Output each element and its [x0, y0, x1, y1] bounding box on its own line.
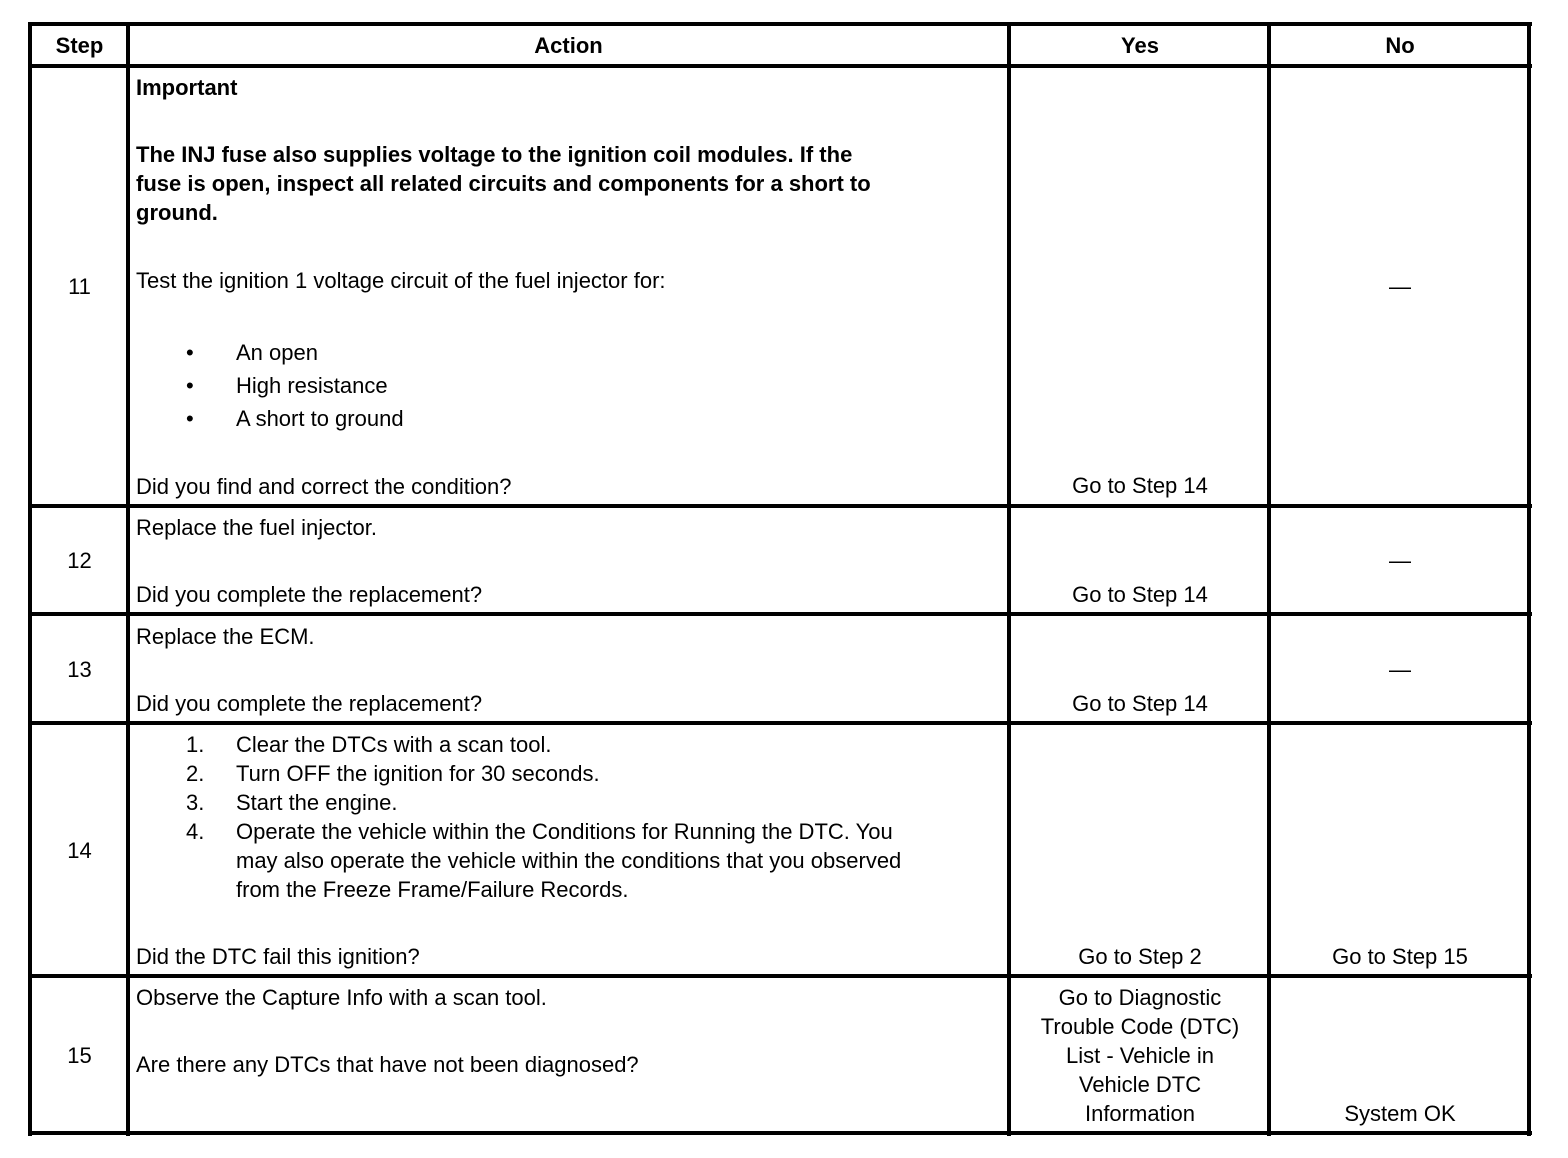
- list-item: Turn OFF the ignition for 30 seconds.: [236, 761, 600, 786]
- header-no: No: [1385, 33, 1415, 58]
- question-text: Did the DTC fail this ignition?: [136, 944, 420, 969]
- yes-link[interactable]: Information: [1084, 1101, 1196, 1126]
- no-value: —: [1389, 274, 1411, 299]
- table-border: [28, 64, 1532, 68]
- important-text: fuse is open, inspect all related circuits and components for a short to: [136, 171, 871, 196]
- action-text: Replace the ECM.: [136, 624, 315, 649]
- list-item: may also operate the vehicle within the conditions that you observed: [236, 848, 902, 873]
- bullet-item: High resistance: [236, 373, 388, 398]
- action-text: Test the ignition 1 voltage circuit of the fuel injector for:: [136, 268, 666, 293]
- table-border: [126, 22, 130, 1136]
- no-link[interactable]: Go to Step 15: [1332, 944, 1468, 969]
- question-text: Are there any DTCs that have not been diagnosed?: [136, 1052, 639, 1077]
- yes-link[interactable]: List - Vehicle in: [1066, 1043, 1214, 1068]
- important-text: ground.: [136, 200, 218, 225]
- list-item: Operate the vehicle within the Conditions for Running the DTC. You: [236, 819, 893, 844]
- table-border: [1007, 22, 1011, 1136]
- step-number: 14: [67, 838, 92, 863]
- list-number: 3.: [186, 790, 205, 815]
- table-border: [28, 612, 1532, 616]
- list-number: 1.: [186, 732, 205, 757]
- step-number: 13: [67, 657, 92, 682]
- bullet-item: A short to ground: [236, 406, 404, 431]
- list-number: 4.: [186, 819, 205, 844]
- list-item: Start the engine.: [236, 790, 398, 815]
- yes-link[interactable]: Go to Diagnostic: [1058, 985, 1222, 1010]
- header-action: Action: [534, 33, 603, 58]
- table-border: [28, 22, 32, 1136]
- bullet-icon: •: [186, 373, 194, 398]
- yes-link[interactable]: Go to Step 14: [1072, 473, 1208, 498]
- step-number: 15: [67, 1043, 92, 1068]
- bullet-icon: •: [186, 406, 194, 431]
- no-value: System OK: [1344, 1101, 1456, 1126]
- important-label: Important: [136, 75, 238, 100]
- bullet-item: An open: [236, 340, 318, 365]
- yes-link[interactable]: Trouble Code (DTC): [1040, 1014, 1240, 1039]
- question-text: Did you find and correct the condition?: [136, 474, 512, 499]
- action-text: Observe the Capture Info with a scan tool.: [136, 985, 547, 1010]
- bullet-icon: •: [186, 340, 194, 365]
- table-border: [28, 22, 1532, 26]
- yes-link[interactable]: Go to Step 2: [1078, 944, 1202, 969]
- table-border: [28, 504, 1532, 508]
- no-value: —: [1389, 548, 1411, 573]
- list-item: Clear the DTCs with a scan tool.: [236, 732, 552, 757]
- yes-link[interactable]: Vehicle DTC: [1078, 1072, 1202, 1097]
- question-text: Did you complete the replacement?: [136, 691, 483, 716]
- yes-link[interactable]: Go to Step 14: [1072, 582, 1208, 607]
- yes-link[interactable]: Go to Step 14: [1072, 691, 1208, 716]
- table-border: [28, 1131, 1532, 1135]
- step-number: 12: [67, 548, 92, 573]
- header-yes: Yes: [1121, 33, 1159, 58]
- no-value: —: [1389, 657, 1411, 682]
- list-item: from the Freeze Frame/Failure Records.: [236, 877, 629, 902]
- table-border: [28, 721, 1532, 725]
- question-text: Did you complete the replacement?: [136, 582, 483, 607]
- list-number: 2.: [186, 761, 205, 786]
- table-border: [28, 974, 1532, 978]
- step-number: 11: [68, 274, 91, 299]
- important-text: The INJ fuse also supplies voltage to the ignition coil modules. If the: [136, 142, 853, 167]
- header-step: Step: [55, 33, 104, 58]
- action-text: Replace the fuel injector.: [136, 515, 377, 540]
